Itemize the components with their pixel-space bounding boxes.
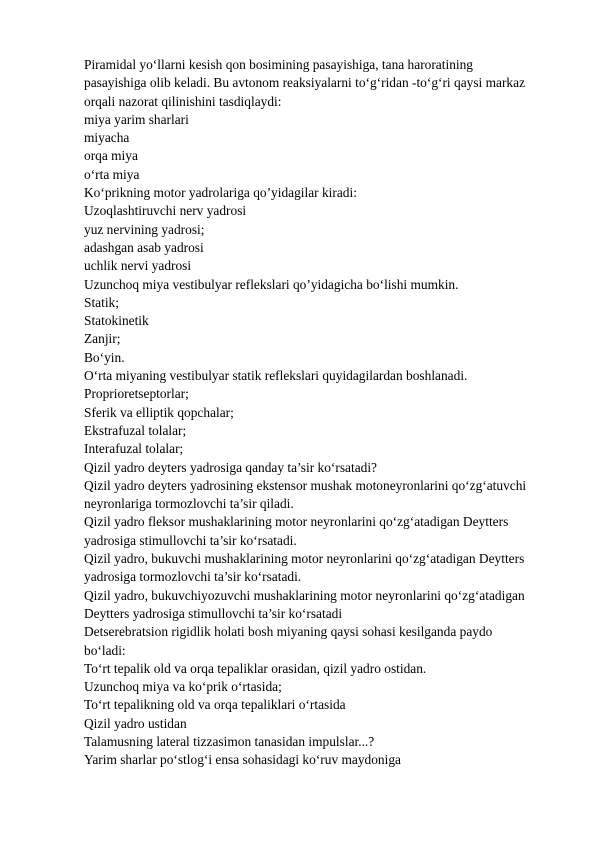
text-line: uchlik nervi yadrosi [84, 258, 192, 274]
text-line: To‘rt tepalik old va orqa tepaliklar orasidan, qizil yadro ostidan. [84, 660, 427, 676]
text-line: yadrosiga stimullovchi ta’sir ko‘rsatadi. [84, 532, 297, 548]
text-line: miya yarim sharlari [84, 111, 189, 127]
text-line: yadrosiga tormozlovchi ta’sir ko‘rsatadi. [84, 569, 302, 585]
text-line: Qizil yadro deyters yadrosiga qanday ta’sir ko‘rsatadi? [84, 459, 378, 475]
text-line: neyronlariga tormozlovchi ta’sir qiladi. [84, 496, 294, 512]
text-line: Talamusning lateral tizzasimon tanasidan impulslar...? [84, 733, 375, 749]
text-line: Sferik va elliptik qopchalar; [84, 404, 234, 420]
text-line: Proprioretseptorlar; [84, 386, 189, 402]
text-line: pasayishiga olib keladi. Bu avtonom reaksiyalarni to‘g‘ridan -to‘g‘ri qaysi markaz [84, 75, 526, 91]
text-line: Bo‘yin. [84, 349, 125, 365]
text-line: Qizil yadro, bukuvchi mushaklarining motor neyronlarini qo‘zg‘atadigan Deytters [84, 551, 525, 567]
text-line: Zanjir; [84, 331, 121, 347]
text-line: adashgan asab yadrosi [84, 239, 204, 255]
text-line: Deytters yadrosiga stimullovchi ta’sir ko‘rsatadi [84, 605, 343, 621]
text-line: To‘rt tepalikning old va orqa tepaliklari o‘rtasida [84, 697, 346, 713]
text-line: Piramidal yo‘llarni kesish qon bosimining pasayishiga, tana haroratining [84, 57, 474, 72]
text-line: Qizil yadro deyters yadrosining ekstensor mushak motoneyronlarini qo‘zg‘atuvchi [84, 477, 527, 493]
document-page [84, 56, 564, 770]
text-line: Uzunchoq miya vestibulyar reflekslari qo’yidagicha bo‘lishi mumkin. [84, 276, 459, 292]
text-line: Ko‘prikning motor yadrolariga qo’yidagilar kiradi: [84, 185, 357, 201]
text-line: Uzoqlashtiruvchi nerv yadrosi [84, 203, 247, 219]
text-line: Ekstrafuzal tolalar; [84, 422, 187, 438]
text-line: Qizil yadro ustidan [84, 715, 187, 731]
text-line: Statik; [84, 294, 119, 310]
text-line: miyacha [84, 130, 130, 146]
text-line: Interafuzal tolalar; [84, 441, 184, 457]
text-line: O‘rta miyaning vestibulyar statik reflekslari quyidagilardan boshlanadi. [84, 368, 468, 384]
text-line: Detserebratsion rigidlik holati bosh miyaning qaysi sohasi kesilganda paydo [84, 624, 493, 640]
text-line: orqa miya [84, 148, 138, 164]
text-line: Qizil yadro fleksor mushaklarining motor neyronlarini qo‘zg‘atadigan Deytters [84, 514, 509, 530]
text-line: Statokinetik [84, 313, 149, 329]
text-line: Uzunchoq miya va ko‘prik o‘rtasida; [84, 679, 282, 695]
text-line: yuz nervining yadrosi; [84, 221, 205, 237]
text-line: Yarim sharlar po‘stlog‘i ensa sohasidagi ko‘ruv maydoniga [84, 752, 401, 768]
text-line: orqali nazorat qilinishini tasdiqlaydi: [84, 93, 282, 109]
text-line: bo‘ladi: [84, 642, 126, 658]
text-line: Qizil yadro, bukuvchiyozuvchi mushaklarining motor neyronlarini qo‘zg‘atadigan [84, 587, 525, 603]
text-line: o‘rta miya [84, 166, 140, 182]
